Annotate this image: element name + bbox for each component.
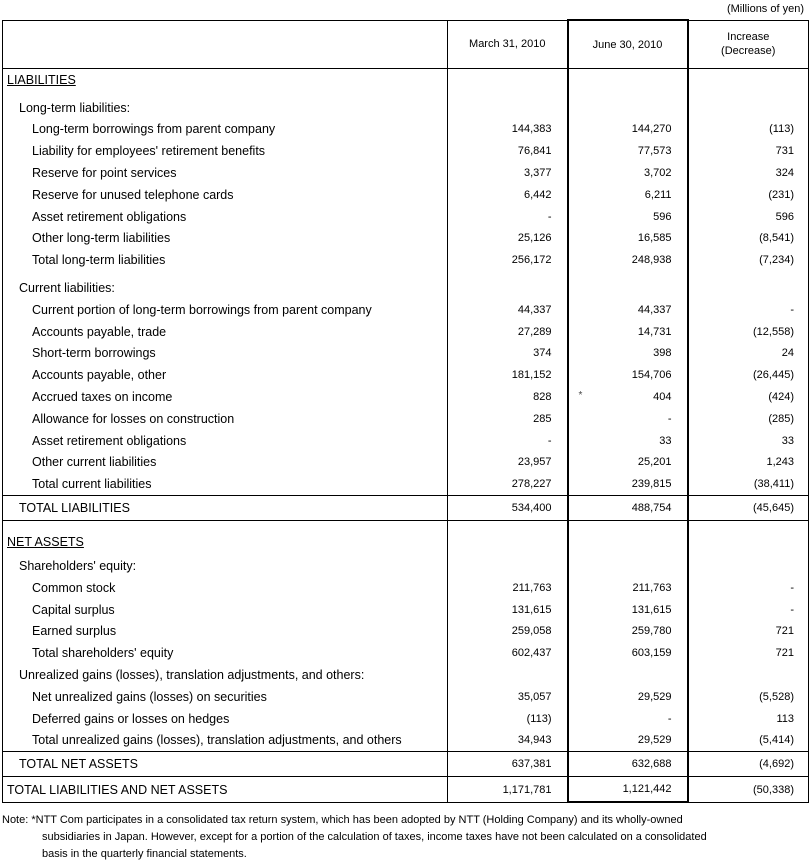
value-june: 131,615: [568, 599, 688, 621]
value-march: 285: [448, 408, 568, 430]
table-row: [3, 184, 809, 206]
row-label: Short-term borrowings: [3, 343, 448, 365]
row-label: Total unrealized gains (losses), translation adjustments, and others: [3, 730, 448, 752]
table-row: [3, 452, 809, 474]
section-current: Current liabilities:: [3, 277, 448, 299]
value-increase: 324: [688, 162, 809, 184]
row-label: Asset retirement obligations: [3, 206, 448, 228]
value-march: 259,058: [448, 621, 568, 643]
value-march: 602,437: [448, 642, 568, 664]
table-row: [3, 228, 809, 250]
value-increase: 33: [688, 430, 809, 452]
value-june: 29,529: [568, 730, 688, 752]
section-row: [3, 69, 809, 91]
value-march: 1,171,781: [448, 777, 568, 803]
row-label: Total long-term liabilities: [3, 249, 448, 271]
value-march: 3,377: [448, 162, 568, 184]
footnote-line: subsidiaries in Japan. However, except for a portion of the calculation of taxes, income taxes have not been calculated on a consolidated: [42, 831, 707, 843]
balance-sheet-table: [2, 19, 809, 803]
grand-total-row: [3, 777, 809, 803]
value-june: 154,706: [568, 364, 688, 386]
row-label: Net unrealized gains (losses) on securities: [3, 686, 448, 708]
total-row: [3, 496, 809, 521]
row-label: TOTAL LIABILITIES AND NET ASSETS: [3, 777, 448, 803]
section-unrealized: Unrealized gains (losses), translation adjustments, and others:: [3, 664, 448, 686]
header-june: June 30, 2010: [568, 20, 688, 69]
value-increase: 721: [688, 621, 809, 643]
row-label: Accounts payable, other: [3, 364, 448, 386]
value-increase: (45,645): [688, 496, 809, 521]
row-label: Accounts payable, trade: [3, 321, 448, 343]
value-increase: 24: [688, 343, 809, 365]
value-march: 44,337: [448, 299, 568, 321]
value-june: 603,159: [568, 642, 688, 664]
value-june: 29,529: [568, 686, 688, 708]
value-increase: -: [688, 577, 809, 599]
header-march: March 31, 2010: [448, 20, 568, 69]
row-label: TOTAL NET ASSETS: [3, 752, 448, 777]
value-june: 6,211: [568, 184, 688, 206]
total-row: [3, 752, 809, 777]
value-march: 131,615: [448, 599, 568, 621]
table-row: [3, 162, 809, 184]
value-increase: (50,338): [688, 777, 809, 803]
table-row: [3, 364, 809, 386]
value-increase: (424): [688, 386, 809, 408]
value-march: 34,943: [448, 730, 568, 752]
footnote-line: basis in the quarterly financial statements.: [42, 848, 247, 860]
units-label: (Millions of yen): [726, 3, 804, 15]
value-increase: (285): [688, 408, 809, 430]
row-label: Liability for employees' retirement benefits: [3, 140, 448, 162]
value-june-cell: [568, 386, 688, 408]
row-label: Common stock: [3, 577, 448, 599]
table-row: [3, 249, 809, 271]
value-june: 14,731: [568, 321, 688, 343]
header-label-cell: [3, 20, 448, 69]
section-shareholders: Shareholders' equity:: [3, 555, 448, 577]
table-row: [3, 299, 809, 321]
table-row: [3, 343, 809, 365]
value-march: 374: [448, 343, 568, 365]
row-label: Total shareholders' equity: [3, 642, 448, 664]
value-june: 77,573: [568, 140, 688, 162]
section-row: [3, 664, 809, 686]
value-increase: 1,243: [688, 452, 809, 474]
value-march: 828: [448, 386, 568, 408]
table-row: [3, 642, 809, 664]
row-label: Other current liabilities: [3, 452, 448, 474]
table-row: [3, 408, 809, 430]
section-row: [3, 521, 809, 550]
row-label: Other long-term liabilities: [3, 228, 448, 250]
value-increase: 721: [688, 642, 809, 664]
value-march: 25,126: [448, 228, 568, 250]
header-row: [3, 20, 809, 69]
section-row: [3, 277, 809, 299]
value-march: 27,289: [448, 321, 568, 343]
table-row: [3, 119, 809, 141]
table-row: [3, 321, 809, 343]
value-june: 16,585: [568, 228, 688, 250]
header-increase-line2: (Decrease): [721, 45, 776, 58]
value-june: 1,121,442: [568, 777, 688, 803]
value-june: -: [568, 408, 688, 430]
row-label: Capital surplus: [3, 599, 448, 621]
table-row: [3, 577, 809, 599]
value-march: 23,957: [448, 452, 568, 474]
table-row: [3, 708, 809, 730]
value-march: 256,172: [448, 249, 568, 271]
table-row: [3, 473, 809, 495]
value-june: 3,702: [568, 162, 688, 184]
value-june: 248,938: [568, 249, 688, 271]
value-june: 488,754: [568, 496, 688, 521]
header-increase: [688, 20, 809, 69]
value-march: 6,442: [448, 184, 568, 206]
value-june: 596: [568, 206, 688, 228]
table-row: [3, 621, 809, 643]
row-label: Total current liabilities: [3, 473, 448, 495]
value-increase: (113): [688, 119, 809, 141]
value-june: 632,688: [568, 752, 688, 777]
row-label: Deferred gains or losses on hedges: [3, 708, 448, 730]
value-june: 33: [568, 430, 688, 452]
footnote: [2, 812, 802, 863]
value-increase: (231): [688, 184, 809, 206]
value-june: 44,337: [568, 299, 688, 321]
section-long-term: Long-term liabilities:: [3, 97, 448, 119]
table-row: [3, 206, 809, 228]
row-label: Asset retirement obligations: [3, 430, 448, 452]
value-increase: (12,558): [688, 321, 809, 343]
header-increase-line1: Increase: [727, 31, 770, 44]
value-march: 181,152: [448, 364, 568, 386]
row-label: Reserve for point services: [3, 162, 448, 184]
table-row: [3, 730, 809, 752]
section-net-assets: [3, 521, 448, 550]
footnote-marker: *: [578, 390, 583, 402]
value-increase: (8,541): [688, 228, 809, 250]
row-label: Reserve for unused telephone cards: [3, 184, 448, 206]
value-june: 239,815: [568, 473, 688, 495]
value-increase: 113: [688, 708, 809, 730]
value-increase: (5,528): [688, 686, 809, 708]
value-march: 637,381: [448, 752, 568, 777]
value-june: 211,763: [568, 577, 688, 599]
value-march: 144,383: [448, 119, 568, 141]
value-june: 259,780: [568, 621, 688, 643]
value-march: 534,400: [448, 496, 568, 521]
row-label: Current portion of long-term borrowings from parent company: [3, 299, 448, 321]
value-march: -: [448, 430, 568, 452]
value-increase: 596: [688, 206, 809, 228]
value-increase: 731: [688, 140, 809, 162]
value-increase: (5,414): [688, 730, 809, 752]
value-june: 25,201: [568, 452, 688, 474]
value-increase: (7,234): [688, 249, 809, 271]
value-increase: (4,692): [688, 752, 809, 777]
table-row: [3, 686, 809, 708]
section-row: [3, 97, 809, 119]
value-march: 278,227: [448, 473, 568, 495]
table-row: [3, 430, 809, 452]
value-june: -: [568, 708, 688, 730]
footnote-line: Note: *NTT Com participates in a consolidated tax return system, which has been adopted by NTT (Holding Company) and its wholly-owned: [2, 814, 683, 826]
row-label: TOTAL LIABILITIES: [3, 496, 448, 521]
table-row: [3, 386, 809, 408]
row-label: Allowance for losses on construction: [3, 408, 448, 430]
row-label: Long-term borrowings from parent company: [3, 119, 448, 141]
value-march: (113): [448, 708, 568, 730]
row-label: Earned surplus: [3, 621, 448, 643]
value-march: -: [448, 206, 568, 228]
balance-sheet: [2, 19, 808, 803]
value-march: 35,057: [448, 686, 568, 708]
section-liabilities-text: LIABILITIES: [7, 72, 76, 87]
section-liabilities: [3, 69, 448, 91]
table-row: [3, 599, 809, 621]
value-june: 398: [568, 343, 688, 365]
section-net-assets-text: NET ASSETS: [7, 535, 84, 550]
section-row: [3, 555, 809, 577]
table-row: [3, 140, 809, 162]
value-march: 76,841: [448, 140, 568, 162]
value-increase: -: [688, 299, 809, 321]
value-increase: (38,411): [688, 473, 809, 495]
value-march: 211,763: [448, 577, 568, 599]
row-label: Accrued taxes on income: [3, 386, 448, 408]
value-june: 144,270: [568, 119, 688, 141]
value-june: 404: [653, 391, 672, 404]
value-increase: (26,445): [688, 364, 809, 386]
value-increase: -: [688, 599, 809, 621]
